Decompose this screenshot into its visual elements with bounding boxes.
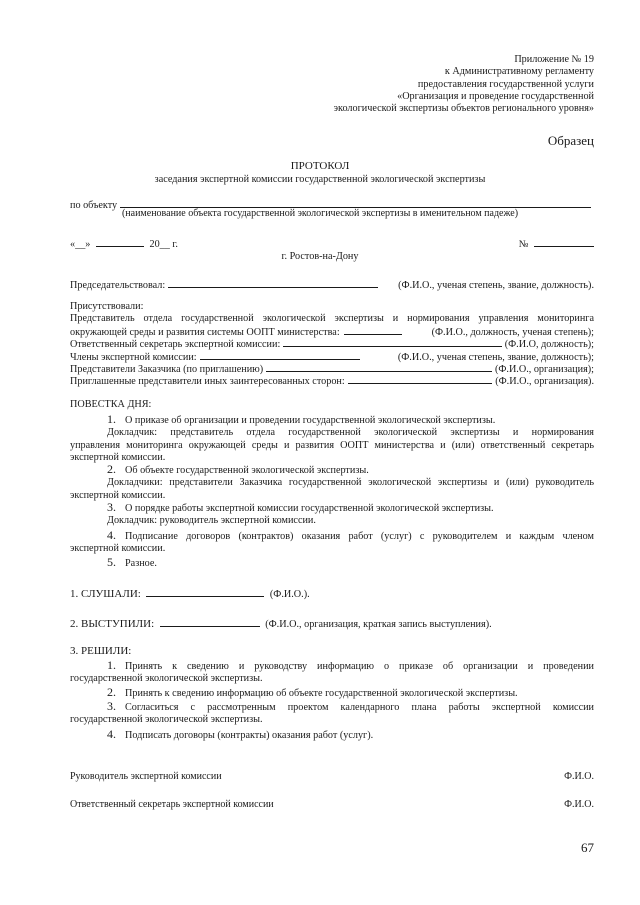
protocol-number: № [519, 237, 594, 251]
invited-row: Приглашенные представители иных заинтересованных сторон: (Ф.И.О., организация). [70, 376, 594, 387]
agenda-item-1: 1. О приказе об организации и проведении государственной экологической экспертизы. Докладчик: представитель отдела государственной экологической экспертизы и нормирования управления мониторинга окружающей среды и развития ООПТ министерства и (или) ответственный секретарь экспертной комиссии. [70, 412, 594, 463]
appendix-line: к Административному регламенту [444, 66, 594, 78]
sample-label: Образец [547, 133, 594, 148]
object-input-line[interactable] [120, 198, 591, 208]
agenda-item-5: 5. Разное. [107, 555, 157, 569]
appendix-line: «Организация и проведение государственной [397, 90, 594, 102]
chair-input-line[interactable] [168, 278, 378, 288]
signature-name: Ф.И.О. [564, 771, 594, 782]
object-label: по объекту [70, 200, 118, 211]
heard-row: 1. СЛУШАЛИ: (Ф.И.О.). [70, 588, 310, 600]
city: г. Ростов-на-Дону [281, 251, 359, 262]
members-input-line[interactable] [200, 350, 360, 360]
present-rep-line1: Представитель отдела государственной экологической экспертизы и нормирования управления мониторинга [70, 313, 594, 324]
chair-row [70, 278, 594, 292]
object-caption: (наименование объекта государственной экологической экспертизы в именительном падеже) [121, 208, 519, 219]
page-number: 67 [581, 840, 594, 855]
decided-item-2: 2. Принять к сведению информацию об объекте государственной экологической экспертизы. [107, 685, 518, 699]
invited-input-line[interactable] [348, 374, 493, 384]
agenda-item-2: 2. Об объекте государственной экологической экспертизы. Докладчики: представители Заказчика государственной экологической экспертизы и (или) руководитель экспертной комиссии. [70, 462, 594, 501]
signature-row [70, 799, 594, 810]
chair-label: Председательствовал: [70, 280, 166, 291]
heard-input-line[interactable] [146, 587, 264, 597]
present-heading: Присутствовали: [70, 301, 144, 312]
date-year: 20__ г. [149, 239, 178, 250]
customer-input-line[interactable] [266, 362, 492, 372]
date-month-line[interactable] [96, 237, 144, 247]
protocol-subtitle: заседания экспертной комиссии государственной экологической экспертизы [154, 174, 486, 185]
decided-heading: 3. РЕШИЛИ: [70, 645, 132, 657]
signature-row [70, 771, 594, 782]
decided-item-3: 3. Согласиться с рассмотренным проектом календарного плана работы экспертной комиссии государственной экологической экспертизы. [70, 699, 594, 726]
decided-item-4: 4. Подписать договоры (контракты) оказания работ (услуг). [107, 727, 374, 741]
decided-item-1: 1. Принять к сведению и руководству информацию о приказе об организации и проведении государственной экологической экспертизы. [70, 658, 594, 685]
customer-row: Представители Заказчика (по приглашению) (Ф.И.О., организация); [70, 364, 594, 375]
chair-note: (Ф.И.О., ученая степень, звание, должность). [398, 280, 594, 291]
spoke-row: 2. ВЫСТУПИЛИ: (Ф.И.О., организация, краткая запись выступления). [70, 618, 492, 630]
signature-role: Ответственный секретарь экспертной комиссии [70, 799, 274, 810]
secretary-row: Ответственный секретарь экспертной комиссии: (Ф.И.О, должность); [70, 339, 594, 350]
members-row: Члены экспертной комиссии: (Ф.И.О., ученая степень, звание, должность); [70, 352, 594, 363]
protocol-title: ПРОТОКОЛ [290, 160, 350, 172]
date-day: «__» [70, 239, 91, 250]
signature-role: Руководитель экспертной комиссии [70, 771, 222, 782]
number-line[interactable] [534, 237, 594, 247]
signature-name: Ф.И.О. [564, 799, 594, 810]
present-rep-line2: окружающей среды и развития системы ООПТ министерства: (Ф.И.О., должность, ученая степень); [70, 327, 594, 338]
rep-input-line[interactable] [344, 325, 402, 335]
agenda-item-4: 4. Подписание договоров (контрактов) оказания работ (услуг) с руководителем и каждым членом экспертной комиссии. [70, 528, 594, 555]
agenda-heading: ПОВЕСТКА ДНЯ: [70, 399, 152, 410]
date-row [70, 237, 594, 251]
appendix-line: предоставления государственной услуги [417, 78, 594, 90]
agenda-item-3: 3. О порядке работы экспертной комиссии государственной экологической экспертизы. Докладчик: руководитель экспертной комиссии. [107, 500, 494, 527]
appendix-line: экологической экспертизы объектов регионального уровня» [333, 103, 594, 115]
appendix-block [334, 54, 594, 115]
spoke-input-line[interactable] [160, 617, 260, 627]
secretary-input-line[interactable] [283, 337, 501, 347]
appendix-line: Приложение № 19 [514, 54, 594, 65]
